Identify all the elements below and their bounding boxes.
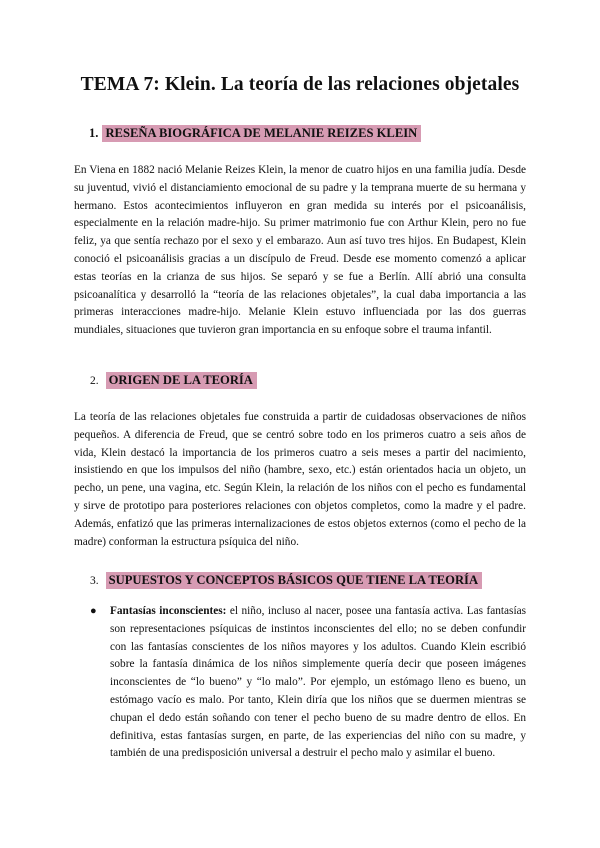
section-heading-1: [89, 124, 421, 142]
section-number: 2.: [90, 375, 99, 387]
page-title: TEMA 7: Klein. La teoría de las relaciones objetales: [80, 74, 520, 95]
section-paragraph-1: En Viena en 1882 nació Melanie Reizes Klein, la menor de cuatro hijos en una familia judía. Desde su juventud, vivió el distanciamiento emocional de su padre y la temprana muerte de su hermana y hermano. Estos acontecimientos influyeron en gran medida su interés por el psicoanálisis, especialmente en la relación madre-hijo. Su primer matrimonio fue con Arthur Klein, pero no fue feliz, ya que sentía rechazo por el sexo y el embarazo. Aun así tuvo tres hijos. En Budapest, Klein conoció el psicoanálisis gracias a un discípulo de Freud. Desde ese momento comenzó a aplicar estas teorías en la crianza de sus hijos. Se separó y se fue a Berlín. Allí abrió una consulta psicoanalítica y desarrolló la “teoría de las relaciones objetales”, la cual daba importancia a las primeras interacciones madre-hijo. Melanie Klein estuvo influenciada por las dos guerras mundiales, situaciones que tuvieron gran importancia en su enfoque sobre el trauma infantil.: [74, 164, 526, 337]
bullet-icon: ●: [90, 605, 97, 617]
bullet-term: Fantasías inconscientes:: [110, 605, 227, 617]
bullet-body: el niño, incluso al nacer, posee una fantasía activa. Las fantasías son representaciones psíquicas de instintos inconscientes del ello; no se deben confundir con las fantasías conscientes de los niños mayores y los adultos. Cuando Klein escribió sobre la fantasía dinámica de los niños simplemente quería decir que poseen imágenes inconscientes de “lo bueno” y “lo malo”. Por ejemplo, un estómago lleno es bueno, un estómago vacío es malo. Por tanto, Klein diría que los niños que se duermen mientras se chupan el dedo están soñando con tener el pecho bueno de su madre dentro de ellos. En definitiva, estas fantasías surgen, en parte, de las experiencias del niño con su madre, y también de una predisposición universal a destruir el pecho malo y asimilar el bueno.: [110, 605, 526, 760]
section-number: 3.: [90, 575, 99, 587]
section-title: ORIGEN DE LA TEORÍA: [106, 372, 257, 389]
section-paragraph-2: La teoría de las relaciones objetales fue construida a partir de cuidadosas observaciones de niños pequeños. A diferencia de Freud, que se centró sobre todo en los primeros cuatro a seis años de vida, Klein destacó la importancia de los primeros cuatro a seis meses a partir del nacimiento, insistiendo en que los impulsos del niño (hambre, sexo, etc.) están orientados hacia un objeto, un pecho, un pene, una vagina, etc. Según Klein, la relación de los niños con el pecho es fundamental y sirve de prototipo para posteriores relaciones con objetos completos, como la madre y el padre. Además, enfatizó que las primeras internalizaciones de estos objetos externos (como el pecho de la madre) conforman la estructura psíquica del niño.: [74, 411, 526, 548]
section-heading-2: [90, 371, 257, 390]
section-title: RESEÑA BIOGRÁFICA DE MELANIE REIZES KLEIN: [102, 125, 421, 142]
section-heading-3: [90, 571, 482, 590]
section-title: SUPUESTOS Y CONCEPTOS BÁSICOS QUE TIENE LA TEORÍA: [106, 572, 482, 589]
section-number: 1.: [89, 126, 99, 140]
list-item: [110, 603, 526, 763]
